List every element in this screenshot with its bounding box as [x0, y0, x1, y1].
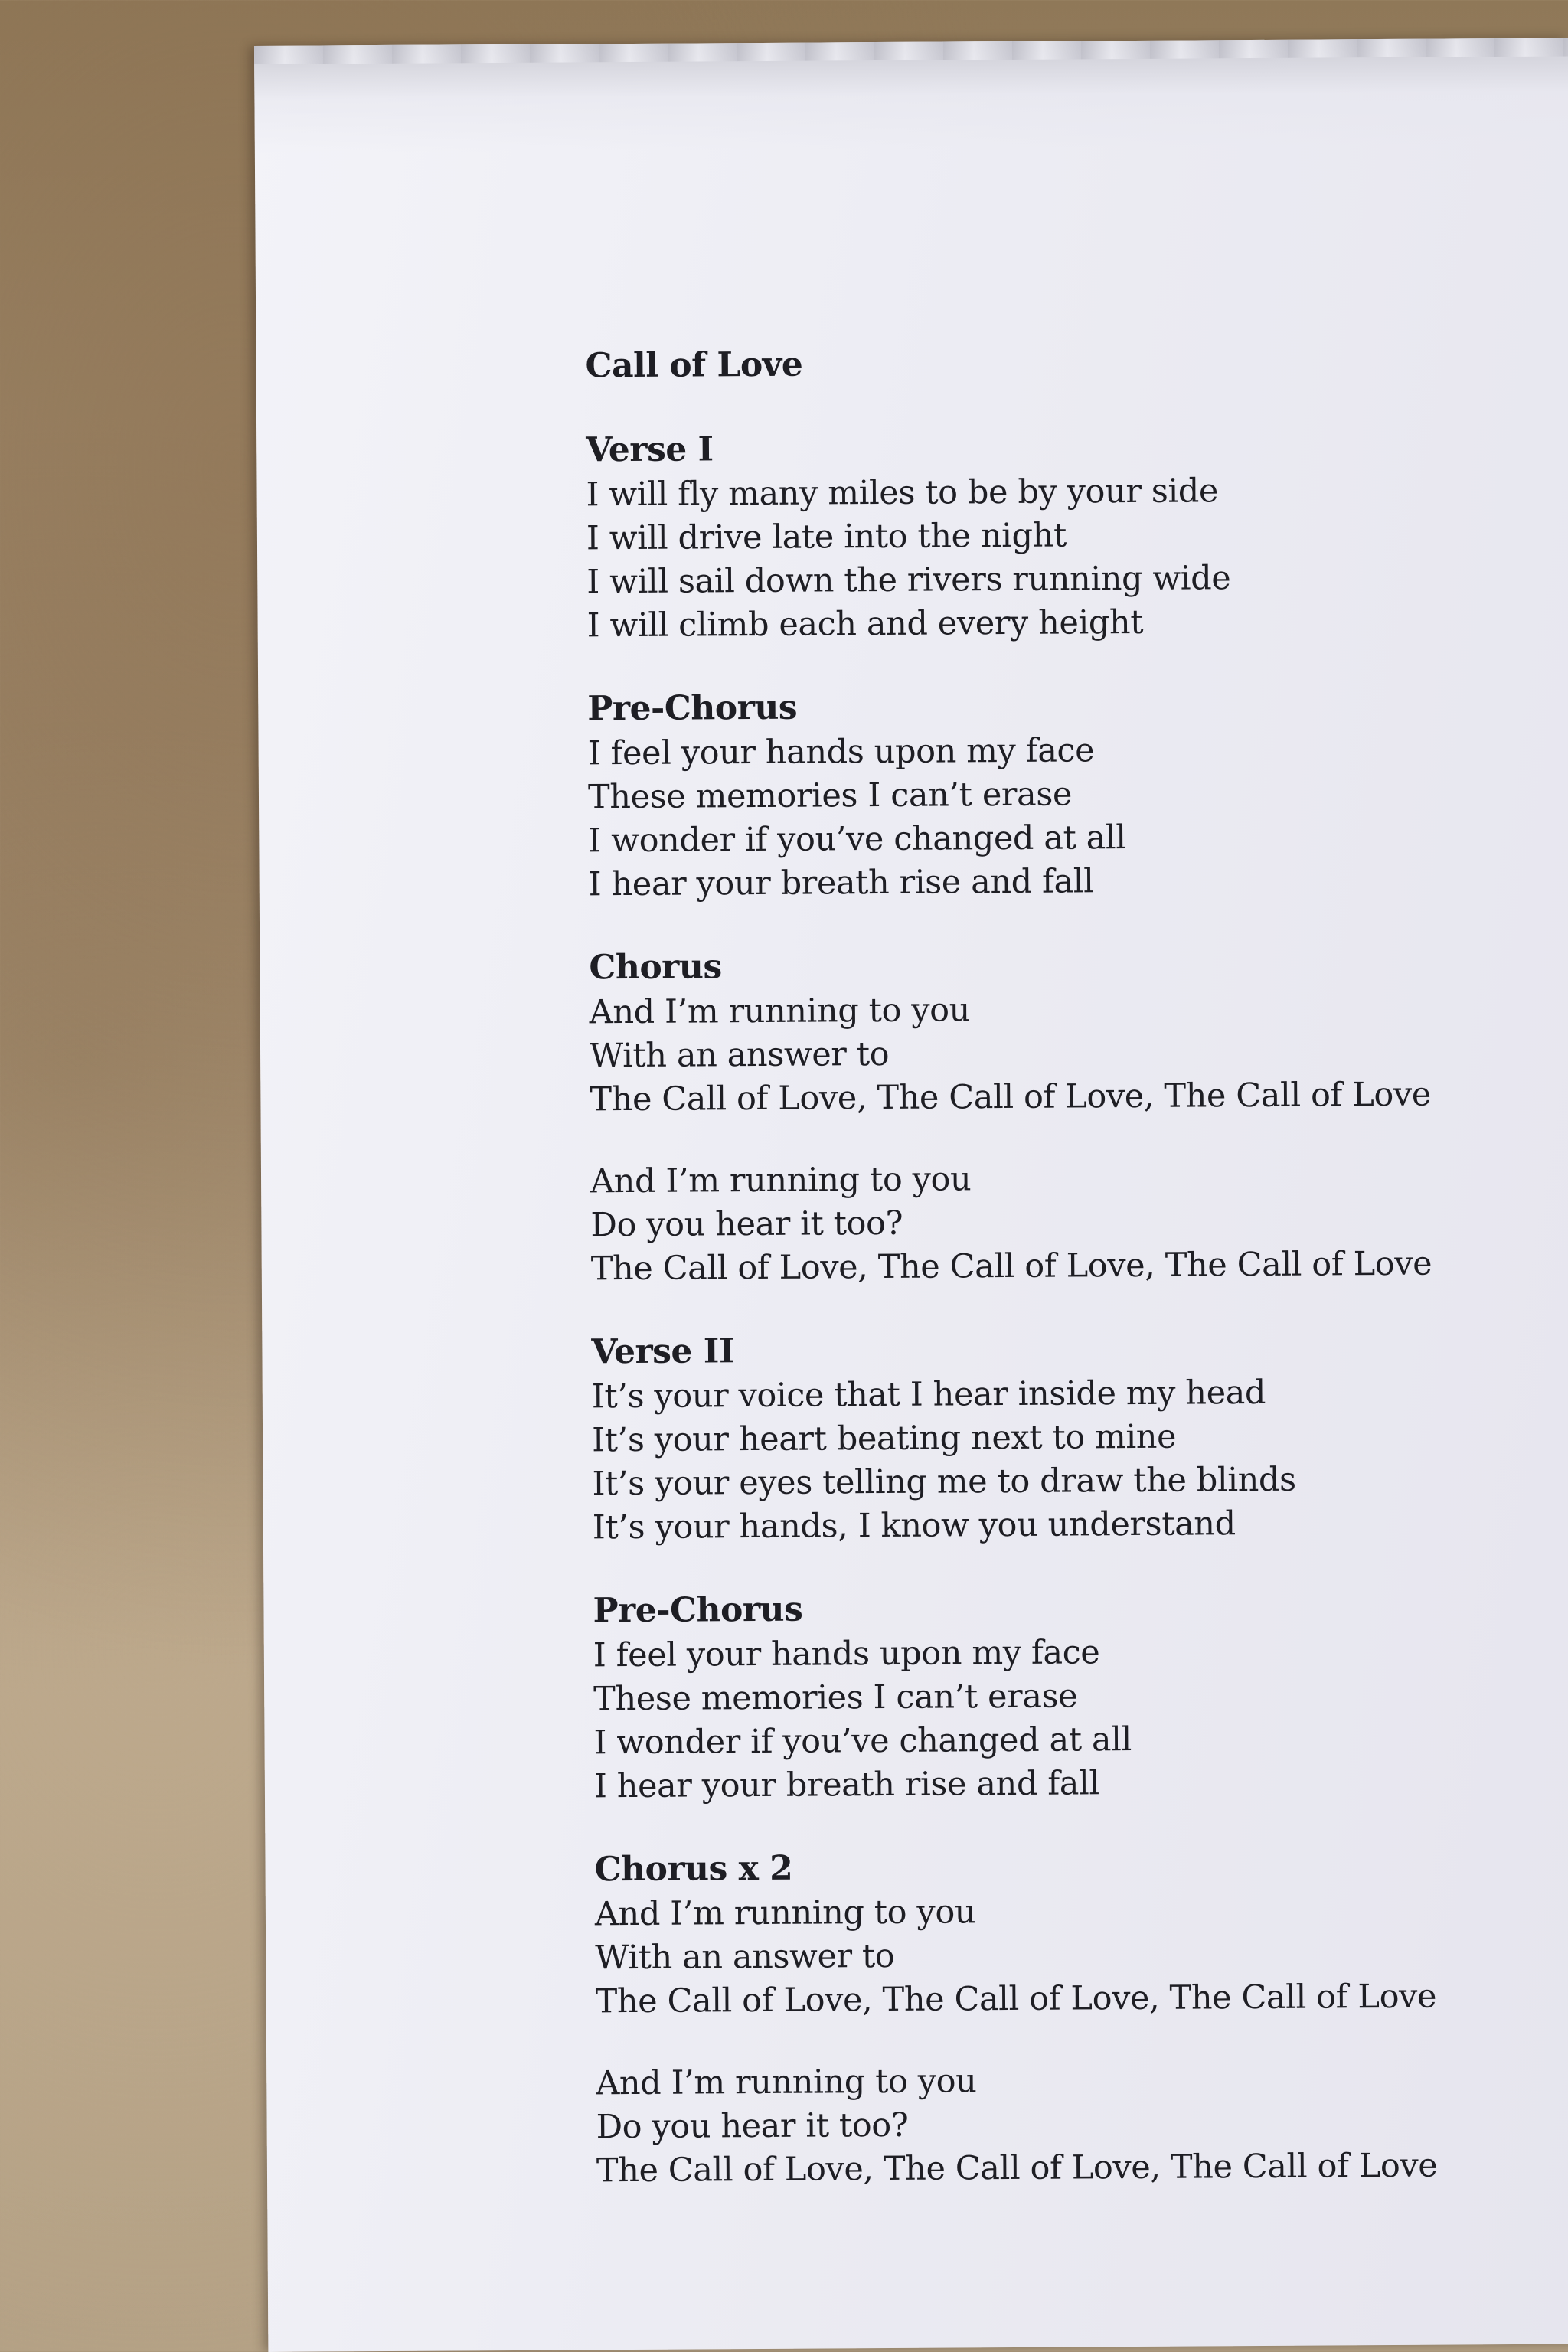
lyric-line: These memories I can’t erase	[593, 1677, 1078, 1719]
section-heading: Pre-Chorus	[593, 1589, 803, 1631]
lyric-line: I wonder if you’ve changed at all	[593, 1720, 1132, 1762]
lyric-line: I wonder if you’ve changed at all	[588, 818, 1126, 861]
lyric-line: I hear your breath rise and fall	[593, 1764, 1099, 1806]
lyric-line: And I’m running to you	[589, 991, 971, 1032]
lyric-line: I feel your hands upon my face	[587, 731, 1095, 773]
lyric-line: I will sail down the rivers running wide	[586, 559, 1231, 602]
lyric-line: I will drive late into the night	[586, 516, 1067, 558]
lyric-line: It’s your hands, I know you understand	[592, 1504, 1236, 1547]
lyric-line: These memories I can’t erase	[587, 775, 1073, 817]
section-verse-2	[591, 1323, 1568, 1550]
lyric-line: Do you hear it too?	[590, 1204, 903, 1245]
section-chorus-1a	[589, 939, 1568, 1122]
section-heading: Pre-Chorus	[587, 688, 798, 729]
section-pre-chorus-1	[587, 680, 1568, 907]
lyric-line: I will climb each and every height	[586, 603, 1144, 645]
lyric-line: The Call of Love, The Call of Love, The Call of Love	[590, 1244, 1432, 1289]
section-heading: Chorus	[589, 947, 722, 988]
lyric-line: I will fly many miles to be by your side	[586, 472, 1219, 514]
lyric-line: The Call of Love, The Call of Love, The Call of Love	[590, 1075, 1432, 1119]
song-title: Call of Love	[585, 345, 803, 386]
section-verse-1	[586, 421, 1568, 648]
lyric-line: Do you hear it too?	[596, 2105, 909, 2147]
section-pre-chorus-2	[593, 1582, 1568, 1809]
section-chorus-2b	[596, 2056, 1568, 2194]
paper-fold	[254, 38, 1568, 153]
lyric-line: It’s your voice that I hear inside my head	[591, 1373, 1266, 1416]
lyrics-sheet	[254, 38, 1568, 2352]
lyric-line: I hear your breath rise and fall	[588, 862, 1094, 904]
lyric-line: The Call of Love, The Call of Love, The Call of Love	[595, 1977, 1437, 2021]
section-heading: Verse II	[591, 1331, 735, 1372]
lyric-line: It’s your eyes telling me to draw the blinds	[592, 1460, 1296, 1504]
lyric-line: And I’m running to you	[594, 1893, 976, 1934]
lyric-line: And I’m running to you	[596, 2062, 977, 2103]
section-chorus-2a	[594, 1841, 1568, 2024]
section-heading: Chorus x 2	[594, 1848, 793, 1890]
lyric-line: With an answer to	[589, 1034, 890, 1076]
lyric-line: It’s your heart beating next to mine	[591, 1417, 1177, 1460]
section-chorus-1b	[590, 1154, 1568, 1292]
lyrics-body	[585, 332, 1568, 2232]
section-heading: Verse I	[586, 430, 714, 470]
lyric-line: The Call of Love, The Call of Love, The Call of Love	[596, 2146, 1438, 2190]
lyric-line: And I’m running to you	[590, 1160, 972, 1201]
lyric-line: I feel your hands upon my face	[593, 1633, 1100, 1675]
lyric-line: With an answer to	[595, 1936, 895, 1978]
